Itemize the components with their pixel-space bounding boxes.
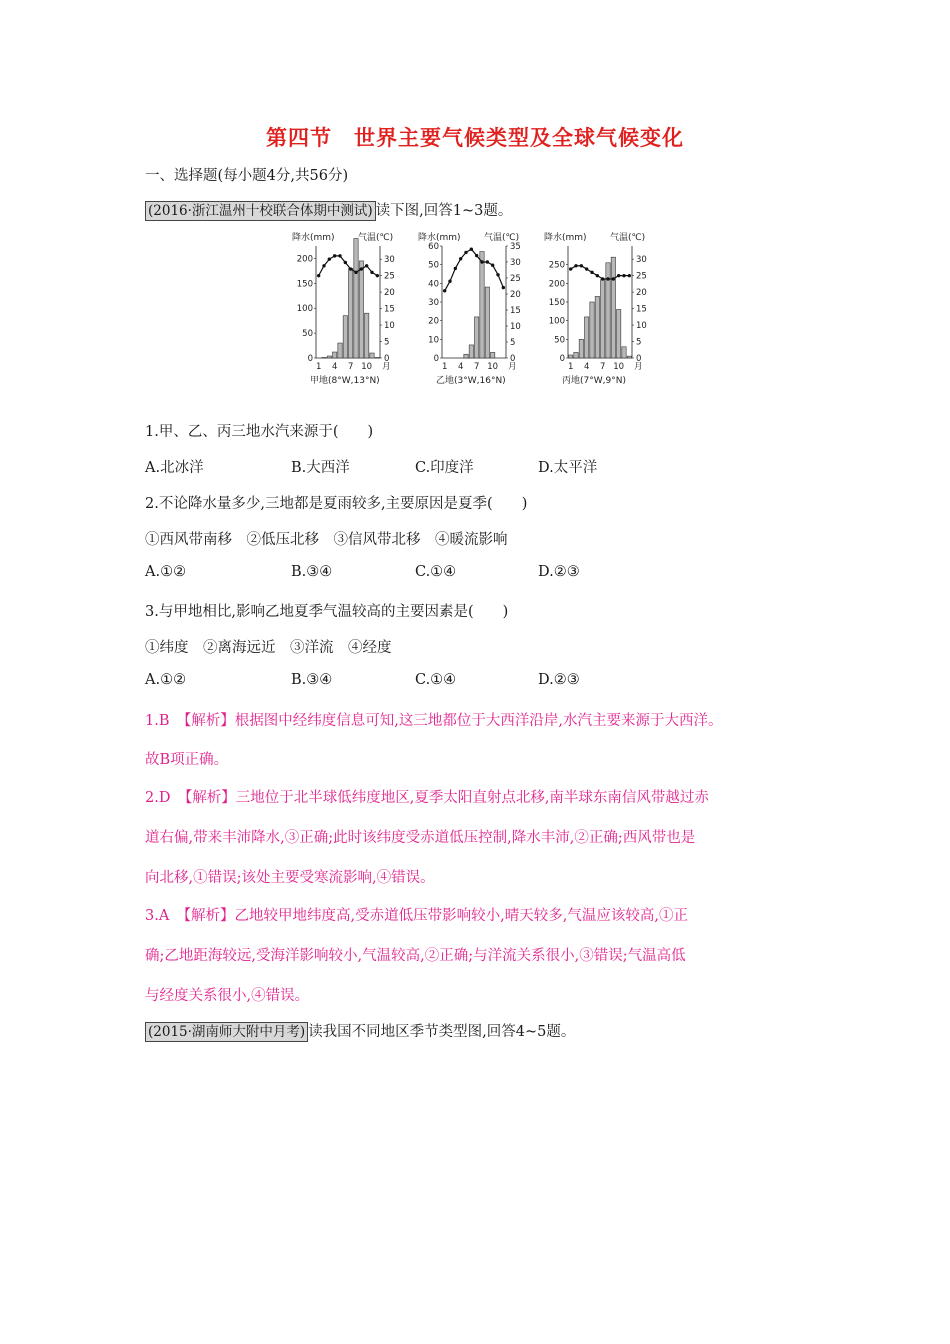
- y-left-tick-label: 0: [559, 354, 565, 364]
- x-tick-label: 月: [508, 362, 517, 372]
- temp-point: [333, 254, 336, 257]
- chart-caption: 乙地(3°W,16°N): [436, 376, 506, 386]
- precip-bar: [611, 257, 615, 358]
- precip-bar: [622, 347, 626, 358]
- temp-point: [491, 264, 494, 267]
- y-right-tick-label: 20: [636, 288, 647, 299]
- option-a: A.①②: [145, 564, 187, 580]
- temp-point: [317, 274, 320, 277]
- y-right-tick-label: 0: [510, 354, 516, 364]
- y-right-tick-label: 15: [384, 304, 395, 315]
- chart-caption: 甲地(8°W,13°N): [310, 376, 380, 386]
- y-right-tick-label: 30: [636, 255, 647, 266]
- precip-bar: [595, 296, 599, 358]
- answer-line: 3.A 【解析】乙地较甲地纬度高,受赤道低压带影响较小,晴天较多,气温应该较高,①正: [145, 908, 688, 924]
- temp-point: [354, 271, 357, 274]
- y-left-tick-label: 0: [433, 354, 439, 364]
- precip-bar: [601, 280, 605, 358]
- y-left-tick-label: 50: [428, 260, 439, 271]
- y-right-tick-label: 5: [510, 338, 516, 348]
- y-right-label: 气温(℃): [484, 233, 520, 243]
- option-c: C.印度洋: [415, 460, 474, 476]
- temp-point: [376, 274, 379, 277]
- y-left-tick-label: 200: [548, 279, 565, 290]
- temp-line: [445, 249, 504, 291]
- precip-bar: [579, 339, 583, 358]
- answer-line: 道右偏,带来丰沛降水,③正确;此时该纬度受赤道低压控制,降水丰沛,②正确;西风带也是: [145, 830, 696, 846]
- source-tag: (2016·浙江温州十校联合体期中测试): [145, 201, 376, 221]
- answer-line: 与经度关系很小,④错误。: [145, 988, 310, 1004]
- x-tick-label: 4: [457, 362, 464, 372]
- climate-chart-svg: [288, 230, 658, 392]
- y-right-tick-label: 10: [636, 321, 647, 332]
- y-left-tick-label: 10: [428, 335, 439, 346]
- x-tick-label: 7: [347, 362, 354, 372]
- y-left-tick-label: 100: [548, 316, 565, 327]
- temp-point: [338, 254, 341, 257]
- option-d: D.②③: [538, 564, 580, 580]
- precip-bar: [370, 353, 374, 358]
- y-left-tick-label: 0: [307, 354, 313, 364]
- question-2: 2.不论降水量多少,三地都是夏雨较多,主要原因是夏季( ): [145, 496, 528, 512]
- answer-line: 2.D 【解析】三地位于北半球低纬度地区,夏季太阳直射点北移,南半球东南信风带越过赤: [145, 790, 709, 806]
- y-left-label: 降水(mm): [292, 233, 335, 243]
- question-group-1-intro: [145, 199, 512, 221]
- temp-line: [571, 266, 630, 279]
- y-right-tick-label: 25: [636, 271, 647, 282]
- option-d: D.②③: [538, 672, 580, 688]
- y-left-tick-label: 50: [302, 329, 313, 340]
- answer-line: 向北移,①错误;该处主要受寒流影响,④错误。: [145, 870, 435, 886]
- y-left-tick-label: 250: [548, 260, 565, 271]
- x-tick-label: 10: [361, 362, 373, 372]
- y-right-label: 气温(℃): [610, 233, 646, 243]
- precip-bar: [590, 302, 594, 358]
- temp-point: [370, 271, 373, 274]
- climate-charts: [288, 230, 658, 392]
- y-right-tick-label: 5: [384, 337, 390, 348]
- temp-point: [443, 289, 446, 292]
- temp-point: [612, 277, 615, 280]
- y-right-tick-label: 0: [384, 354, 390, 364]
- precip-bar: [627, 356, 631, 358]
- precip-bar: [491, 352, 495, 358]
- x-tick-label: 1: [315, 362, 322, 372]
- precip-bar: [365, 313, 369, 358]
- temp-point: [496, 273, 499, 276]
- temp-point: [590, 271, 593, 274]
- option-c: C.①④: [415, 564, 457, 580]
- y-right-tick-label: 20: [510, 290, 521, 300]
- x-tick-label: 月: [634, 362, 643, 372]
- temp-point: [585, 267, 588, 270]
- precip-bar: [469, 345, 473, 358]
- temp-point: [475, 254, 478, 257]
- precip-bar: [485, 287, 489, 358]
- precip-bar: [338, 343, 342, 358]
- precip-bar: [343, 316, 347, 358]
- option-b: B.③④: [291, 672, 333, 688]
- question-2-items: ①西风带南移 ②低压北移 ③信风带北移 ④暖流影响: [145, 532, 508, 548]
- intro-text: 读我国不同地区季节类型图,回答4~5题。: [308, 1024, 576, 1040]
- temp-point: [569, 267, 572, 270]
- y-left-tick-label: 150: [296, 279, 313, 290]
- answer-line: 故B项正确。: [145, 752, 229, 768]
- y-left-tick-label: 200: [296, 254, 313, 265]
- x-tick-label: 1: [567, 362, 574, 372]
- x-tick-label: 10: [613, 362, 625, 372]
- y-left-tick-label: 30: [428, 298, 439, 308]
- option-a: A.北冰洋: [145, 460, 204, 476]
- y-right-tick-label: 30: [384, 255, 395, 266]
- y-left-label: 降水(mm): [418, 233, 461, 243]
- y-left-tick-label: 50: [554, 335, 565, 346]
- temp-point: [580, 264, 583, 267]
- precip-bar: [585, 317, 589, 358]
- x-tick-label: 月: [382, 362, 391, 372]
- precip-bar: [327, 356, 331, 358]
- answer-line: 确;乙地距海较远,受海洋影响较小,气温较高,②正确;与洋流关系很小,③错误;气温高低: [145, 948, 686, 964]
- precip-bar: [333, 352, 337, 358]
- source-tag: (2015·湖南师大附中月考): [145, 1022, 308, 1042]
- temp-point: [596, 274, 599, 277]
- precip-bar: [475, 317, 479, 358]
- y-left-label: 降水(mm): [544, 233, 587, 243]
- precip-bar: [617, 309, 621, 358]
- temp-point: [322, 264, 325, 267]
- precip-bar: [480, 252, 484, 358]
- precip-bar: [354, 239, 358, 358]
- y-right-tick-label: 10: [384, 321, 395, 332]
- option-a: A.①②: [145, 672, 187, 688]
- y-right-tick-label: 15: [636, 304, 647, 315]
- y-right-tick-label: 20: [384, 288, 395, 299]
- y-right-tick-label: 25: [510, 274, 521, 284]
- x-tick-label: 4: [331, 362, 338, 372]
- x-tick-label: 7: [473, 362, 480, 372]
- precip-bar: [359, 261, 363, 358]
- temp-point: [464, 251, 467, 254]
- y-left-tick-label: 20: [428, 316, 439, 327]
- temp-point: [454, 267, 457, 270]
- intro-text: 读下图,回答1~3题。: [375, 203, 513, 219]
- precip-bar: [606, 263, 610, 358]
- y-right-label: 气温(℃): [358, 233, 394, 243]
- x-tick-label: 10: [487, 362, 499, 372]
- temp-point: [502, 286, 505, 289]
- question-group-2-intro: [145, 1020, 575, 1042]
- temp-point: [622, 274, 625, 277]
- y-left-tick-label: 40: [428, 279, 439, 290]
- temp-point: [344, 261, 347, 264]
- section-heading: 一、选择题(每小题4分,共56分): [145, 168, 349, 184]
- y-left-tick-label: 100: [296, 304, 313, 315]
- y-right-tick-label: 5: [636, 337, 642, 348]
- y-right-tick-label: 15: [510, 306, 521, 316]
- question-3-items: ①纬度 ②离海远近 ③洋流 ④经度: [145, 640, 392, 656]
- temp-point: [448, 280, 451, 283]
- temp-point: [470, 248, 473, 251]
- temp-point: [480, 260, 483, 263]
- temp-point: [601, 277, 604, 280]
- y-left-tick-label: 150: [548, 298, 565, 308]
- y-right-tick-label: 35: [510, 242, 521, 252]
- y-right-tick-label: 0: [636, 354, 642, 364]
- question-3: 3.与甲地相比,影响乙地夏季气温较高的主要因素是( ): [145, 604, 509, 620]
- option-d: D.太平洋: [538, 460, 598, 476]
- temp-point: [617, 274, 620, 277]
- y-right-tick-label: 25: [384, 271, 395, 282]
- precip-bar: [574, 352, 578, 358]
- page-title: 第四节 世界主要气候类型及全球气候变化: [266, 126, 684, 150]
- temp-point: [606, 277, 609, 280]
- temp-point: [365, 264, 368, 267]
- y-right-tick-label: 10: [510, 322, 521, 332]
- temp-line: [319, 256, 378, 276]
- y-right-tick-label: 30: [510, 258, 521, 268]
- temp-point: [360, 267, 363, 270]
- precip-bar: [569, 355, 573, 358]
- y-left-tick-label: 60: [428, 242, 439, 252]
- x-tick-label: 4: [583, 362, 590, 372]
- temp-point: [486, 260, 489, 263]
- option-b: B.③④: [291, 564, 333, 580]
- answer-line: 1.B 【解析】根据图中经纬度信息可知,这三地都位于大西洋沿岸,水汽主要来源于大西洋。: [145, 713, 723, 729]
- option-b: B.大西洋: [291, 460, 350, 476]
- temp-point: [459, 257, 462, 260]
- precip-bar: [464, 354, 468, 358]
- x-tick-label: 1: [441, 362, 448, 372]
- question-1: 1.甲、乙、丙三地水汽来源于( ): [145, 424, 374, 440]
- temp-point: [574, 264, 577, 267]
- temp-point: [349, 267, 352, 270]
- x-tick-label: 7: [599, 362, 606, 372]
- precip-bar: [349, 268, 353, 358]
- temp-point: [628, 274, 631, 277]
- temp-point: [328, 257, 331, 260]
- chart-caption: 丙地(7°W,9°N): [562, 376, 626, 386]
- option-c: C.①④: [415, 672, 457, 688]
